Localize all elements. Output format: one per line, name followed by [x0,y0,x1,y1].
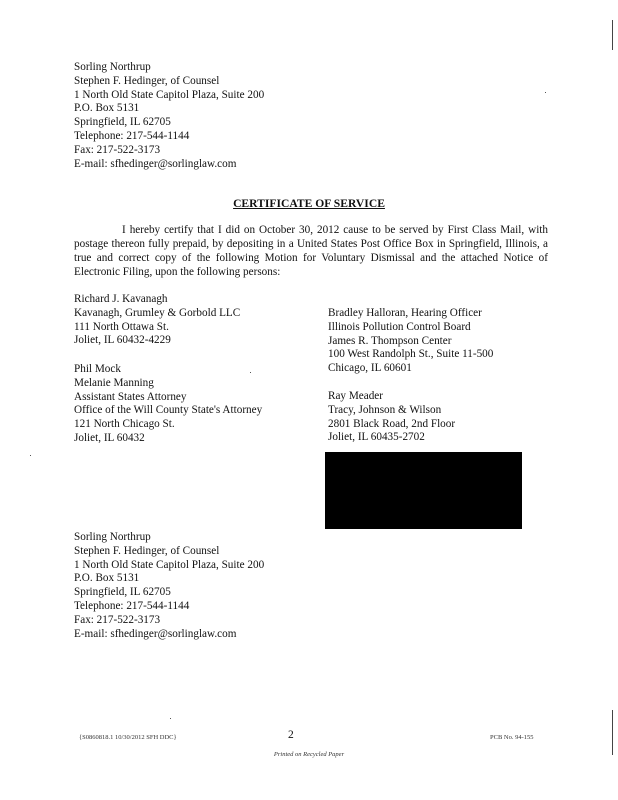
recipient-line: Tracy, Johnson & Wilson [328,403,442,416]
letterhead-line: Stephen F. Hedinger, of Counsel [74,544,220,557]
letterhead-line: Sorling Northrup [74,531,151,543]
recipient-line: Bradley Halloran, Hearing Officer [328,307,482,319]
page-title: CERTIFICATE OF SERVICE [233,197,385,210]
recipient-line: Illinois Pollution Control Board [328,320,471,333]
scan-speck [30,455,31,456]
letterhead-line: E-mail: sfhedinger@sorlinglaw.com [74,157,237,170]
recipient-line: 2801 Black Road, 2nd Floor [328,417,456,430]
recipient-line: Richard J. Kavanagh [74,293,168,305]
letterhead-line: 1 North Old State Capitol Plaza, Suite 200 [74,88,265,101]
paragraph-text: hereby certify that I did on October 30, 2012 cause to be served by First Class Mail, with postage thereon fully prepaid, by depositing in a United States Post Office Box in Springfield, Illinois, a true and correct copy of the following Motion for Voluntary Dismissal and the attached Notice of Electronic Filing, upon the following persons: [74,224,549,278]
letterhead-line: P.O. Box 5131 [74,102,140,115]
recycled-paper-note: Printed on Recycled Paper [273,751,345,758]
scan-speck [545,92,546,93]
recipient-line: Phil Mock [74,363,121,375]
redaction-block [325,452,522,529]
recipient-line: Assistant States Attorney [74,390,187,403]
letterhead-top [74,61,264,171]
recipient-line: Kavanagh, Grumley & Gorbold LLC [74,306,241,319]
recipient-line: 121 North Chicago St. [74,418,175,431]
recipient-kavanagh [74,293,240,348]
first-word: I [122,224,126,236]
recipient-line: 111 North Ottawa St. [74,320,169,333]
letterhead-line: Springfield, IL 62705 [74,586,171,599]
letterhead-line: Fax: 217-522-3173 [74,143,161,156]
footer-case-number: PCB No. 94-155 [490,734,534,741]
recipient-line: Joliet, IL 60432 [74,431,145,444]
letterhead-line: Telephone: 217-544-1144 [74,599,190,612]
letterhead-line: Stephen F. Hedinger, of Counsel [74,74,220,87]
letterhead-bottom [74,531,264,641]
recipient-line: Joliet, IL 60432-4229 [74,334,171,347]
scan-edge-mark [612,20,613,50]
recipient-mock-manning [74,363,262,446]
scan-edge-mark [612,710,613,755]
recipient-line: 100 West Randolph St., Suite 11-500 [328,348,494,361]
recipient-meader [328,390,455,445]
letterhead-line: 1 North Old State Capitol Plaza, Suite 200 [74,558,265,571]
page-number: 2 [288,729,294,741]
letterhead-line: Sorling Northrup [74,61,151,73]
recipient-line: James R. Thompson Center [328,334,452,347]
certificate-paragraph [74,224,548,280]
recipient-line: Ray Meader [328,390,383,402]
letterhead-line: E-mail: sfhedinger@sorlinglaw.com [74,627,237,640]
recipient-line: Melanie Manning [74,376,154,389]
scan-speck [170,718,171,719]
letterhead-line: P.O. Box 5131 [74,572,140,585]
recipient-line: Office of the Will County State's Attorney [74,404,263,417]
letterhead-line: Fax: 217-522-3173 [74,613,161,626]
recipient-line: Joliet, IL 60435-2702 [328,431,425,444]
letterhead-line: Springfield, IL 62705 [74,116,171,129]
recipient-halloran [328,307,493,376]
footer-doc-id: {S0860818.1 10/30/2012 SFH DDC} [79,734,177,741]
scan-speck [250,372,251,373]
letterhead-line: Telephone: 217-544-1144 [74,129,190,142]
recipient-line: Chicago, IL 60601 [328,362,412,375]
